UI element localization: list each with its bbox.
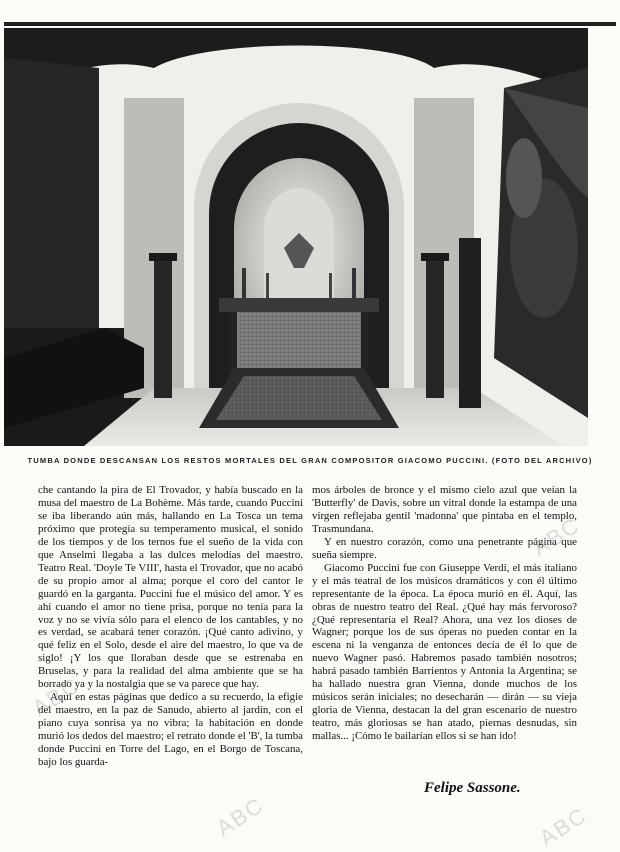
right-paragraph-2: Y en nuestro corazón, como una penetrante página que sueña siempre. [312,535,577,561]
watermark-abc: ABC [535,802,592,851]
author-signature: Felipe Sassone. [424,780,521,796]
tomb-photograph [4,28,588,446]
watermark-abc: ABC [212,792,269,841]
left-paragraph-1: che cantando la pira de El Trovador, y había buscado en la musa del maestro de La Bohème. Más tarde, cuando Puccini se iba liberando aún más, hallando en La Tosca un tema próximo que protegía su temperamento musical, el sonido de los tiempos y de los ternos fue el sueño de la vida con que Anselmi llegaba a las dulces melodías del maestro. Teatro Real. 'Doyle Te VIII', hasta el Trovador, que no acabó de su propio amor al alma; porque el coro del cantor le guardó en la garganta. Puccini fue el músico del amor. Y es ahí cuando el amor no tiene prisa, porque no tenía para la voz y no se vivía sólo para el elenco de los cantables, y no es verdad, se acabará tener corazón. ¡Qué canto adivino, y qué feliz en el Solo, desde el aire del maestro, lo que va de siglo! ¡Y los que lloraban desde que se estrenaba en Bruselas, y para la realidad del alma ambiente que se ha borrado ya y la nostalgia que se va parece que hay. [38,484,303,691]
watermark-abc: ABC [28,672,85,721]
left-column [38,484,303,769]
watermark-abc: ABC [528,512,585,561]
right-column [312,484,577,743]
left-paragraph-2: Aquí en estas páginas que dedico a su recuerdo, la efigie del maestro, en la paz de Sanudo, abierto al jardín, con el piano cuya sonrisa ya no vibra; la habitación en donde murió los dedos del maestro; el retrato donde el 'B', la tumba donde Puccini en Torre del Lago, en el Borgo de Toscana, bajo los guarda- [38,691,303,769]
right-paragraph-3: Giacomo Puccini fue con Giuseppe Verdi, el más italiano y el más teatral de los músicos dramáticos y con él último representante de la época. La época murió en él. Aquí, las obras de nuestro teatro del Real. ¿Qué hay más fervoroso? ¿Qué representaría el Real? Ahora, una vez los dioses de Wagner; porque los de sus óperas no pueden contar en la escena ni la venganza de entonces decía de él lo que de nuevo Wagner pasó. Habremos pasado también nosotros; habrá pasado también Barrientos y Antonia la Argentina; se ha hallado nuestra gran Vienna, donde muchos de los músicos serán iniciales; no desecharán — dirán — su vieja gloria de Vienna, destacan la del gran escenario de nuestro teatro, más gloriosas se han atado, piernas desnudas, sin mallas... ¡Cómo le bailarían ellos si se han ido! [312,561,577,743]
top-rule [4,22,616,26]
photo-caption: TUMBA DONDE DESCANSAN LOS RESTOS MORTALES DEL GRAN COMPOSITOR GIACOMO PUCCINI. (FOTO DEL ARCHIVO) [27,456,593,465]
right-paragraph-1: mos árboles de bronce y el mismo cielo azul que veían la 'Butterfly' de Davis, sobre un vitral donde la estampa de una virgen reflejaba gentil 'madonna' que pintaba en el templo, Trasmundana. [312,484,577,535]
